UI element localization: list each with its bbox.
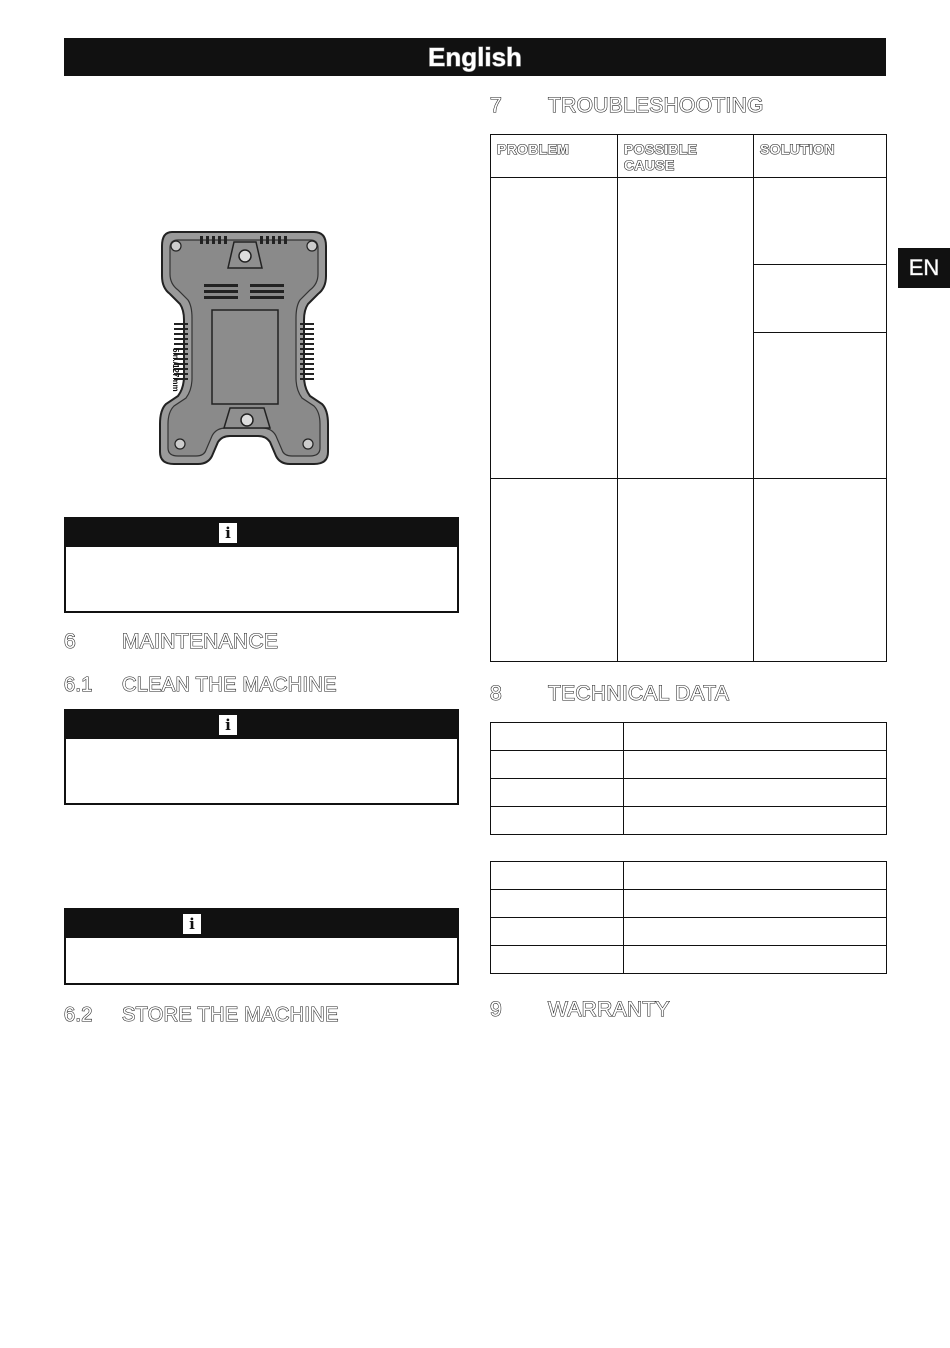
product-figure: [158, 228, 330, 468]
table-row: [491, 918, 887, 946]
column-header-solution: SOLUTION: [754, 135, 887, 178]
table-cell: [491, 751, 624, 779]
language-tab[interactable]: [898, 248, 950, 288]
notice-header: [66, 519, 457, 547]
table-row: [491, 946, 887, 974]
table-row: [491, 177, 887, 264]
table-cell: [624, 807, 887, 835]
table-cell: [491, 723, 624, 751]
info-notice-2: [64, 709, 459, 805]
table-cell: [754, 478, 887, 661]
pad-size-label: 5in./127mm: [171, 348, 180, 392]
table-cell: [624, 890, 887, 918]
table-cell: [624, 779, 887, 807]
table-row: [491, 478, 887, 661]
table-cell: [491, 946, 624, 974]
table-cell: [491, 918, 624, 946]
table-row: [491, 862, 887, 890]
table-cell: [754, 264, 887, 332]
table-row: [491, 890, 887, 918]
table-header-row: [491, 135, 887, 178]
table-cell: [491, 177, 618, 478]
language-tab-label: EN: [908, 255, 940, 280]
info-icon: i: [219, 715, 237, 735]
table-cell: [491, 779, 624, 807]
table-cell: [624, 862, 887, 890]
page-title: English: [428, 41, 522, 72]
table-cell: [618, 478, 754, 661]
table-cell: [624, 918, 887, 946]
table-cell: [491, 478, 618, 661]
technical-data-table-1: [490, 722, 887, 835]
table-row: [491, 723, 887, 751]
info-notice-1: [64, 517, 459, 613]
table-cell: [624, 946, 887, 974]
table-cell: [491, 807, 624, 835]
info-icon: i: [183, 914, 201, 934]
table-row: [491, 807, 887, 835]
table-cell: [618, 177, 754, 478]
notice-header: [66, 910, 457, 938]
column-header-cause: POSSIBLE CAUSE: [618, 135, 754, 178]
technical-data-table-2: [490, 861, 887, 974]
notice-header: [66, 711, 457, 739]
table-cell: [624, 751, 887, 779]
troubleshooting-table: [490, 134, 887, 662]
page-title-banner: [64, 38, 886, 76]
table-cell: [491, 862, 624, 890]
column-header-problem: PROBLEM: [491, 135, 618, 178]
table-cell: [491, 890, 624, 918]
sander-base-illustration: [158, 228, 330, 468]
table-cell: [754, 177, 887, 264]
table-cell: [754, 332, 887, 478]
table-cell: [624, 723, 887, 751]
table-row: [491, 751, 887, 779]
info-icon: i: [219, 523, 237, 543]
table-row: [491, 779, 887, 807]
info-notice-3: [64, 908, 459, 985]
